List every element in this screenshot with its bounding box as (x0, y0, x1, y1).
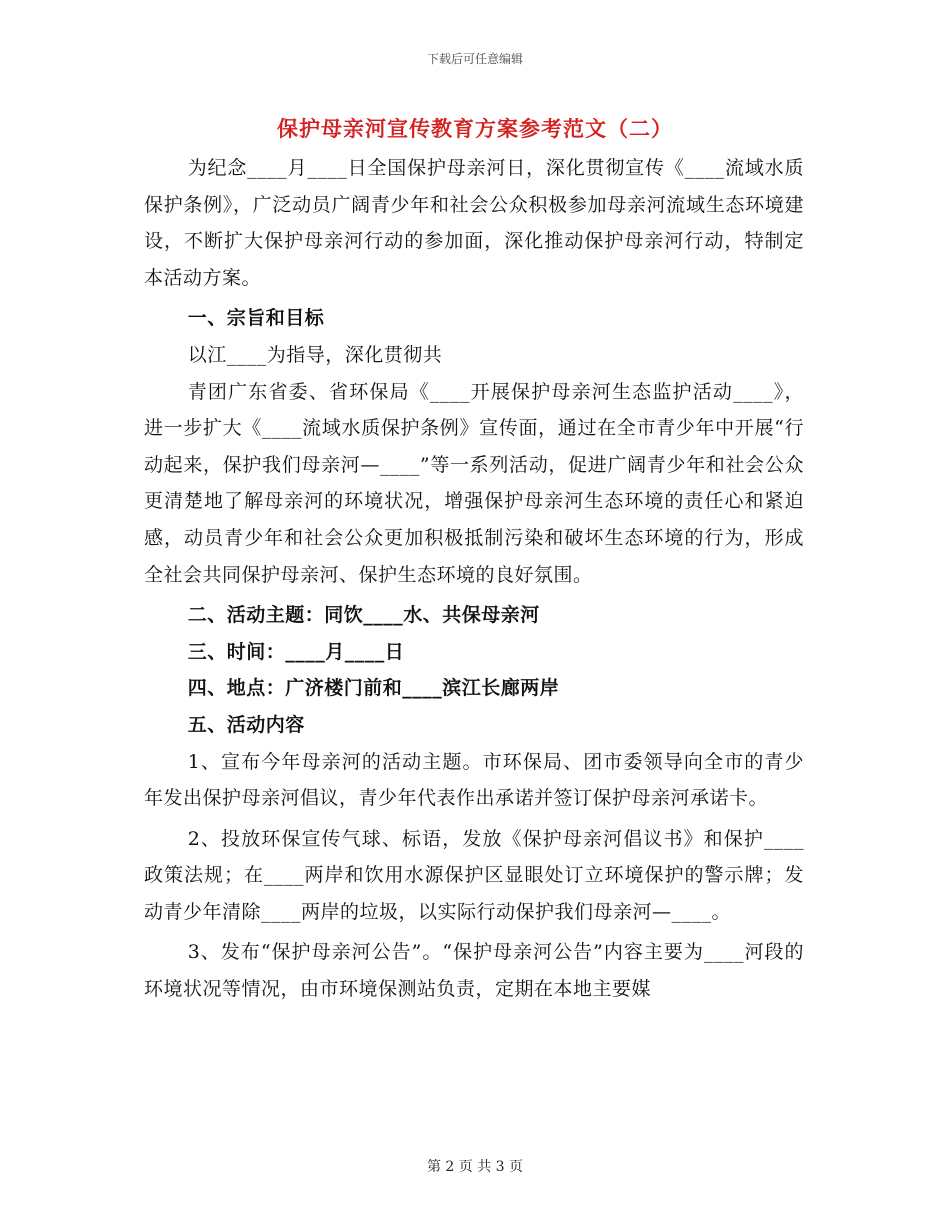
section-heading-time: 三、时间：____月____日 (187, 640, 405, 663)
list-item-1: 1、宣布今年母亲河的活动主题。市环保局、团市委领导向全市的青少年发出保护母亲河倡议，青少年代表作出承诺并签订保护母亲河承诺卡。 (144, 750, 804, 810)
paragraph-goals: 青团广东省委、省环保局《____开展保护母亲河生态监护活动____》，进一步扩大《____流域水质保护条例》宣传面，通过在全市青少年中开展“行动起来，保护我们母亲河—____”等一系列活动，促进广阔青少年和社会公众更清楚地了解母亲河的环境状况，增强保护母亲河生态环境的责任心和紧迫感，动员青少年和社会公众更加积极抵制污染和破坏生态环境的行为，形成全社会共同保护母亲河、保护生态环境的良好氛围。 (144, 380, 804, 586)
section-heading-location: 四、地点：广济楼门前和____滨江长廊两岸 (187, 677, 560, 700)
page-header-note: 下载后可任意编辑 (426, 52, 523, 66)
document-title: 保护母亲河宣传教育方案参考范文（二） (277, 117, 673, 141)
section-heading-theme: 二、活动主题：同饮____水、共保母亲河 (187, 604, 540, 627)
paragraph-guidance: 以江____为指导，深化贯彻共 (187, 343, 443, 366)
paragraph-intro: 为纪念____月____日全国保护母亲河日，深化贯彻宣传《____流域水质保护条例》，广泛动员广阔青少年和社会公众积极参加母亲河流域生态环境建设，不断扩大保护母亲河行动的参加面，深化推动保护母亲河行动，特制定本活动方案。 (144, 157, 804, 289)
section-heading-purpose: 一、宗旨和目标 (187, 307, 325, 330)
list-item-3: 3、发布“保护母亲河公告”。“保护母亲河公告”内容主要为____河段的环境状况等情况，由市环境保测站负责，定期在本地主要媒 (144, 941, 804, 1001)
document-body (144, 150, 804, 1008)
section-heading-content: 五、活动内容 (187, 713, 305, 736)
page-number: 第 2 页 共 3 页 (426, 1159, 524, 1175)
list-item-2: 2、投放环保宣传气球、标语，发放《保护母亲河倡议书》和保护____政策法规；在____两岸和饮用水源保护区显眼处订立环境保护的警示牌；发动青少年清除____两岸的垃圾，以实际行动保护我们母亲河—____。 (144, 827, 804, 923)
